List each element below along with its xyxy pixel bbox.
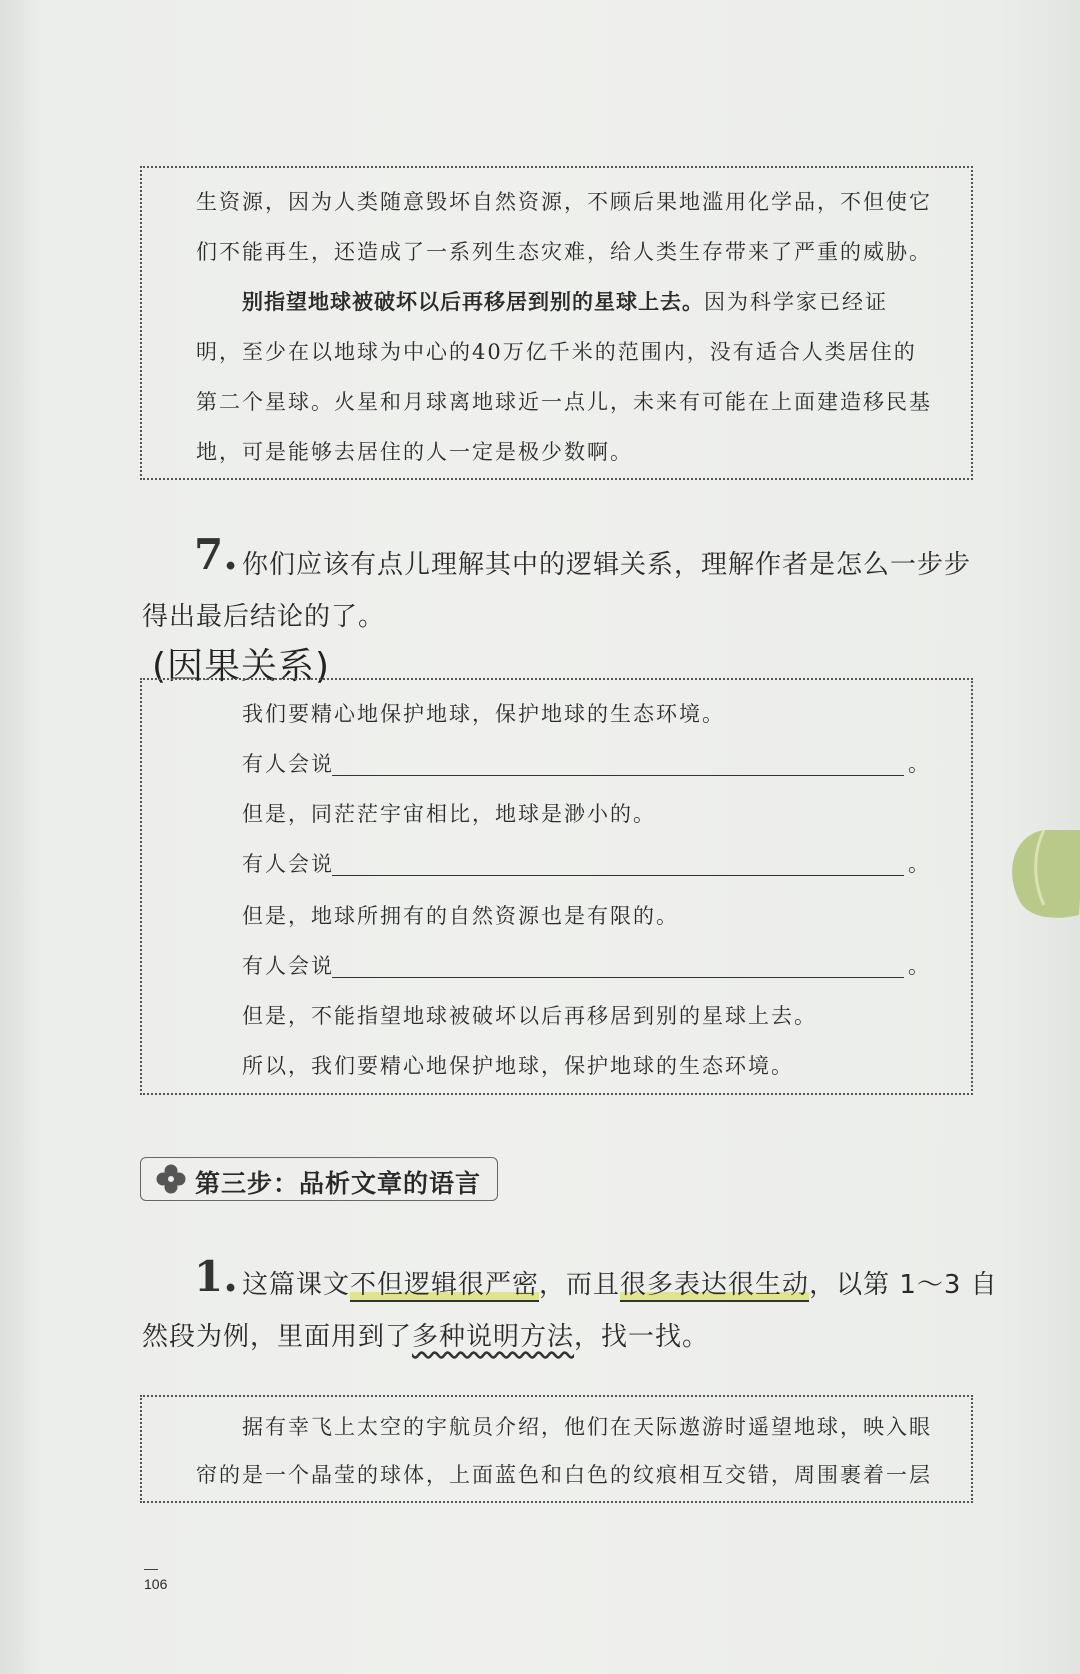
chain-line: 我们要精心地保护地球，保护地球的生态环境。 [242,702,725,726]
text-fragment: ，而且 [539,1270,621,1300]
section-header [140,1157,498,1201]
section-title: 第三步：品析文章的语言 [195,1169,482,1198]
passage-line: 们不能再生，还造成了一系列生态灾难，给人类生存带来了严重的威胁。 [196,240,932,264]
leaf-tab-icon [1004,820,1080,930]
chain-line: 但是，同茫茫宇宙相比，地球是渺小的。 [242,802,656,826]
chain-line: 所以，我们要精心地保护地球，保护地球的生态环境。 [242,1054,794,1078]
chain-prompt: 有人会说 [242,852,334,876]
answer-blank-3[interactable] [332,977,904,978]
passage-line: 明，至少在以地球为中心的40万亿千米的范围内，没有适合人类居住的 [196,340,917,364]
passage-line: 地，可是能够去居住的人一定是极少数啊。 [196,440,633,464]
clover-icon [155,1163,187,1195]
passage-line-bold-start [242,286,888,316]
text-fragment: ，找一找。 [574,1322,710,1352]
text-fragment: ，以第 1～3 自 [809,1270,998,1300]
chain-prompt: 有人会说 [242,954,334,978]
chain-prompt: 有人会说 [242,752,334,776]
handwritten-note: (因果关系) [152,646,331,687]
passage-line: 帘的是一个晶莹的球体，上面蓝色和白色的纹痕相互交错，周围裹着一层 [196,1463,932,1487]
passage-text: 因为科学家已经证 [704,290,888,314]
passage-box-3 [140,1395,973,1503]
logic-chain-box [140,678,973,1095]
blank-period: 。 [908,954,931,978]
question-number: 7. [194,530,238,579]
question-number: 1. [194,1252,238,1301]
answer-blank-1[interactable] [332,775,904,776]
underlined-phrase: 不但逻辑很严密 [350,1270,540,1300]
chain-line: 但是，不能指望地球被破坏以后再移居到别的星球上去。 [242,1004,817,1028]
page-number-dash [144,1569,158,1570]
blank-period: 。 [908,752,931,776]
page-number: 106 [144,1576,168,1592]
blank-period: 。 [908,852,931,876]
text-fragment: 然段为例，里面用到了 [142,1322,413,1352]
passage-line: 生资源，因为人类随意毁坏自然资源，不顾后果地滥用化学品，不但使它 [196,190,932,214]
passage-line: 据有幸飞上太空的宇航员介绍，他们在天际遨游时遥望地球，映入眼 [242,1415,932,1439]
passage-line: 第二个星球。火星和月球离地球近一点儿，未来有可能在上面建造移民基 [196,390,932,414]
question-text-line-2 [142,1316,709,1353]
text-fragment: 这篇课文 [242,1270,351,1300]
question-text: 你们应该有点儿理解其中的逻辑关系，理解作者是怎么一步步 [242,550,972,580]
chain-line: 但是，地球所拥有的自然资源也是有限的。 [242,904,679,928]
bold-sentence: 别指望地球被破坏以后再移居到别的星球上去。 [242,290,704,314]
wavy-underlined-phrase: 多种说明方法 [412,1322,575,1352]
question-text-line-1 [242,1264,998,1301]
answer-blank-2[interactable] [332,875,904,876]
underlined-phrase: 很多表达很生动 [620,1270,810,1300]
passage-box-1 [140,166,973,480]
question-text: 得出最后结论的了。 [142,602,386,632]
